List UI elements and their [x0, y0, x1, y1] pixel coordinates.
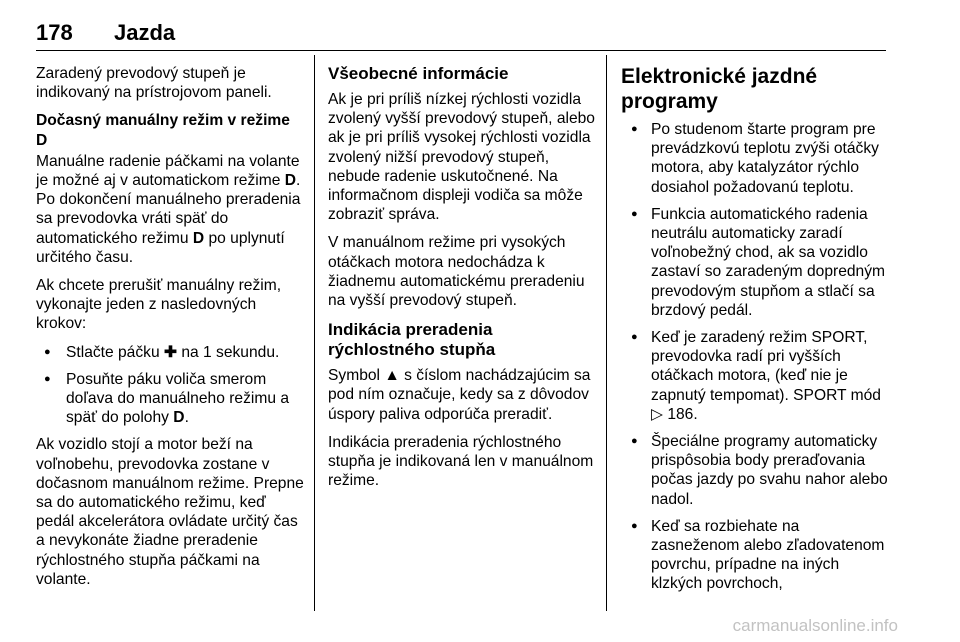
paragraph: V manuálnom režime pri vysokých otáčkach motora nedochádza k žiadnemu automatickému preradeniu na vyšší prevodový stupeň. [328, 234, 585, 310]
heading-general-info: Všeobecné informácie [328, 64, 509, 83]
column-middle [328, 64, 596, 499]
column-divider [606, 55, 607, 611]
list-item: ● Keď sa rozbiehate na zasneženom alebo zľadovatenom povrchu, prípadne na iných klzkých povrchoch, [621, 517, 889, 594]
list-item [621, 328, 889, 424]
list-item: ● Funkcia automatického radenia neutrálu automaticky zaradí voľnobežný chod, ak sa vozidlo zastaví so zaradeným dopredným prevodovým stupňom a stlačí sa brzdový pedál. [621, 205, 889, 320]
text: s číslom nachádzajúcim sa pod ním označuje, kedy sa z dôvodov úspory paliva odporúča preradiť. [328, 367, 591, 423]
page-reference-icon[interactable]: ▷ [651, 405, 663, 423]
list-item: ● Špeciálne programy automaticky prispôsobia body preraďovania počas jazdy po svahu nahor alebo nadol. [621, 432, 889, 509]
paragraph: Ak chcete prerušiť manuálny režim, vykonajte jeden z nasledovných krokov: [36, 277, 282, 333]
column-left [36, 64, 304, 598]
plus-icon: ✚ [163, 343, 178, 361]
paragraph [36, 152, 304, 267]
list-item [36, 343, 304, 362]
mode-d-label: D [192, 229, 205, 247]
heading-shift-indicator: Indikácia preradenia rýchlostného stupňa [328, 320, 496, 360]
mode-d-label: D [173, 409, 185, 427]
text: . Po dokončení manuálneho preradenia sa prevodovka vráti späť do automatického režimu [36, 172, 301, 247]
text: Stlačte páčku [66, 343, 164, 361]
subheading-temporary-manual: Dočasný manuálny režim v režime D [36, 112, 290, 149]
list-item: ● Po studenom štarte program pre prevádzkovú teplotu zvýši otáčky motora, aby katalyzátor rýchlo dosiahol požadovanú teplotu. [621, 120, 889, 197]
text[interactable]: 186. [663, 405, 698, 423]
watermark: carmanualsonline.info [732, 616, 898, 635]
paragraph: Ak vozidlo stojí a motor beží na voľnobehu, prevodovka zostane v dočasnom manuálnom režime. Prepne sa do automatického režimu, keď pedál akcelerátora ovládate určitý čas a nevykonáte žiadne preradenie rýchlostného stupňa páčkami na volante. [36, 436, 304, 588]
text: po uplynutí určitého času. [36, 229, 285, 266]
text: na 1 sekundu. [177, 343, 280, 361]
column-divider [314, 55, 315, 611]
text: . [184, 409, 189, 427]
paragraph: Indikácia preradenia rýchlostného stupňa je indikovaná len v manuálnom režime. [328, 433, 594, 490]
chapter-title: Jazda [114, 20, 176, 45]
column-right [621, 64, 889, 602]
list-item [36, 370, 304, 428]
text: Keď je zaradený režim SPORT, prevodovka radí pri vyšších otáčkach motora, (keď nie je zapnutý tempomat). SPORT mód [651, 329, 881, 404]
paragraph: Ak je pri príliš nízkej rýchlosti vozidla zvolený vyšší prevodový stupeň, alebo ak je pri príliš vysokej rýchlosti vozidla zvolený nižší prevodový stupeň, nebude radenie uskutočnené. Na informačnom displeji vodiča sa môže zobraziť správa. [328, 91, 595, 224]
text: Manuálne radenie páčkami na volante je možné aj v automatickom režime [36, 152, 300, 190]
heading-electronic-programs: Elektronické jazdné programy [621, 65, 818, 113]
text: Symbol [328, 367, 385, 385]
up-triangle-icon: ▲ [384, 367, 400, 385]
paragraph: Zaradený prevodový stupeň je indikovaný na prístrojovom paneli. [36, 65, 272, 102]
page-header [36, 20, 886, 51]
page-number: 178 [36, 20, 73, 45]
paragraph [328, 366, 596, 424]
mode-d-label: D [284, 172, 296, 190]
text: Posuňte páku voliča smerom doľava do manuálneho režimu a späť do polohy [66, 370, 290, 427]
programs-list [621, 120, 889, 594]
steps-list [36, 343, 304, 428]
